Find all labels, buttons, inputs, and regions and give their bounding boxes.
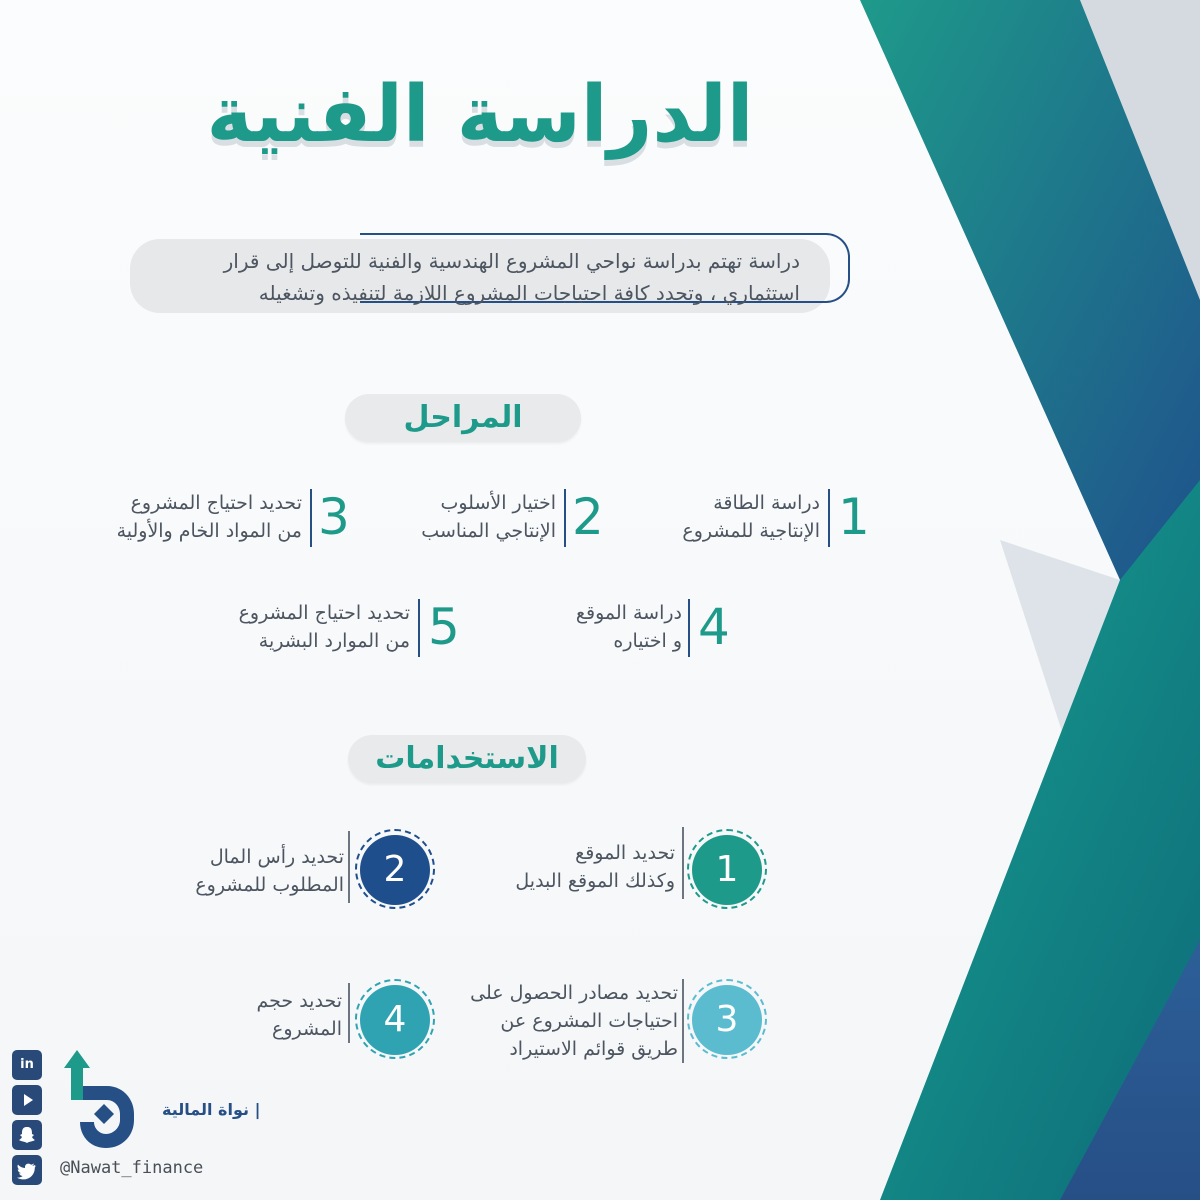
use-item <box>450 982 770 1065</box>
youtube-icon[interactable] <box>12 1085 42 1115</box>
use-text <box>257 987 342 1043</box>
stages-heading: المراحل <box>345 394 581 442</box>
use-number-badge: 4 <box>360 985 430 1055</box>
stage-text <box>239 599 410 655</box>
stage-text <box>421 489 556 545</box>
stage-divider <box>564 489 566 547</box>
stage-item <box>90 487 360 549</box>
brand-name-text: نواة المالية <box>162 1100 250 1119</box>
use-divider <box>348 983 350 1043</box>
intro-line-1: دراسة تهتم بدراسة نواحي المشروع الهندسية والفنية للتوصل إلى قرار <box>223 249 800 273</box>
stage-item <box>640 487 870 549</box>
use-divider <box>682 979 684 1063</box>
stage-line-1: دراسة الموقع <box>575 602 682 624</box>
stage-divider <box>688 599 690 657</box>
use-divider <box>348 831 350 903</box>
stage-text <box>117 489 302 545</box>
stage-line-2: و اختياره <box>613 630 682 652</box>
stage-text <box>576 599 682 655</box>
use-line-3: طريق قوائم الاستيراد <box>509 1038 678 1060</box>
uses-heading: الاستخدامات <box>348 735 586 783</box>
nawat-logo-mark <box>52 1040 157 1160</box>
brand-handle: @Nawat_finance <box>60 1158 204 1178</box>
use-item <box>170 835 440 915</box>
twitter-icon[interactable] <box>12 1155 42 1185</box>
stage-number: 3 <box>318 488 350 546</box>
stage-line-2: الإنتاجي المناسب <box>421 520 556 542</box>
use-divider <box>682 827 684 899</box>
intro-line-2: استثماري ، وتحدد كافة احتياجات المشروع اللازمة لتنفيذه وتشغيله <box>258 281 800 305</box>
stage-divider <box>310 489 312 547</box>
brand-name: | نواة المالية <box>162 1100 261 1119</box>
use-line-2: احتياجات المشروع عن <box>500 1010 678 1032</box>
use-line-1: تحديد مصادر الحصول على <box>470 982 678 1004</box>
use-text <box>195 843 344 899</box>
brand-footer <box>12 1040 261 1190</box>
snapchat-icon[interactable] <box>12 1120 42 1150</box>
stage-item <box>200 597 465 659</box>
stage-item <box>380 487 610 549</box>
stage-line-2: الإنتاجية للمشروع <box>682 520 820 542</box>
use-number-badge: 1 <box>692 835 762 905</box>
use-line-2: وكذلك الموقع البديل <box>515 870 675 892</box>
stage-divider <box>418 599 420 657</box>
use-text <box>515 839 675 895</box>
stage-line-2: من المواد الخام والأولية <box>116 520 302 542</box>
intro-text <box>140 245 800 309</box>
stage-line-1: اختيار الأسلوب <box>440 492 556 514</box>
stage-divider <box>828 489 830 547</box>
stage-number: 2 <box>572 488 604 546</box>
stage-text <box>682 489 820 545</box>
use-number-badge: 2 <box>360 835 430 905</box>
use-line-2: المشروع <box>272 1018 342 1040</box>
linkedin-icon[interactable]: in <box>12 1050 42 1080</box>
stage-line-1: تحديد احتياج المشروع <box>238 602 410 624</box>
use-text <box>470 979 678 1063</box>
use-line-1: تحديد الموقع <box>575 842 675 864</box>
stage-number: 5 <box>428 598 460 656</box>
use-line-2: المطلوب للمشروع <box>195 874 344 896</box>
stage-line-2: من الموارد البشرية <box>258 630 410 652</box>
use-number-badge: 3 <box>692 985 762 1055</box>
stage-line-1: دراسة الطاقة <box>713 492 820 514</box>
page-title: الدراسة الفنية <box>206 70 754 160</box>
stage-item <box>520 597 740 659</box>
intro-box <box>130 233 850 313</box>
use-line-1: تحديد حجم <box>256 990 342 1012</box>
stage-line-1: تحديد احتياج المشروع <box>130 492 302 514</box>
use-item <box>240 985 440 1065</box>
use-line-1: تحديد رأس المال <box>209 846 344 868</box>
stage-number: 1 <box>838 488 870 546</box>
stage-number: 4 <box>698 598 730 656</box>
use-item <box>470 835 770 915</box>
